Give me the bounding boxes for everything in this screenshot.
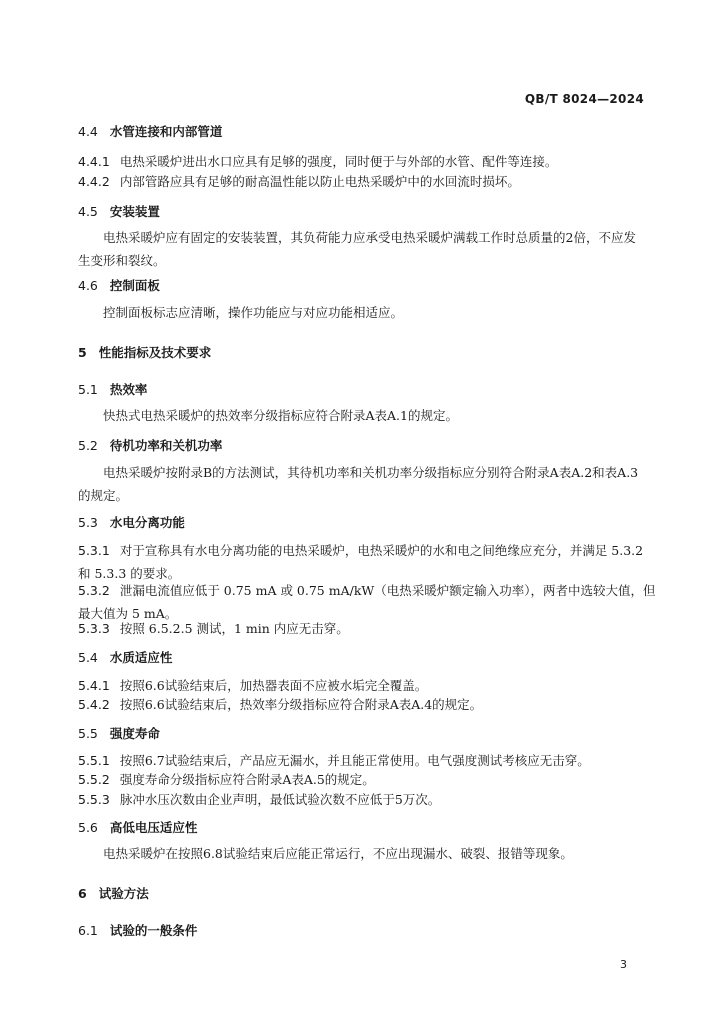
section-heading-5-1: [78, 380, 147, 398]
section-number: 5.1: [78, 382, 98, 397]
clause-number: 5.3.1: [78, 543, 110, 558]
page-number: 3: [620, 958, 627, 971]
clause-text: 对于宣称具有水电分离功能的电热采暖炉，电热采暖炉的水和电之间绝缘应充分，并满足 5.3.2: [119, 543, 644, 558]
clause-number: 5.5.1: [78, 753, 110, 768]
clause-5-5-3: [78, 788, 648, 811]
clause-5-3-3: [78, 617, 648, 640]
section-heading-4-5: [78, 202, 160, 220]
chapter-heading-5: [78, 343, 211, 361]
section-number: 5.3: [78, 515, 98, 530]
paragraph-line: 电热采暖炉应有固定的安装装置，其负荷能力应承受电热采暖炉满载工作时总质量的2倍，不应发: [103, 230, 636, 245]
clause-text: 内部管路应具有足够的耐高温性能以防止电热采暖炉中的水回流时损坏。: [119, 174, 520, 189]
standard-code: QB/T 8024—2024: [524, 92, 644, 106]
clause-text: 电热采暖炉进出水口应具有足够的强度，同时便于与外部的水管、配件等连接。: [119, 154, 558, 169]
section-heading-5-6: [78, 818, 197, 836]
section-title: 高低电压适应性: [109, 820, 198, 835]
section-number: 6.1: [78, 923, 98, 938]
clause-number: 4.4.1: [78, 154, 110, 169]
clause-text: 按照6.7试验结束后，产品应无漏水，并且能正常使用。电气强度测试考核应无击穿。: [119, 753, 590, 768]
section-heading-6-1: [78, 921, 197, 939]
clause-text: 按照 6.5.2.5 测试，1 min 内应无击穿。: [119, 621, 349, 636]
section-number: 4.5: [78, 204, 98, 219]
clause-number: 5.5.3: [78, 792, 110, 807]
clause-text: 按照6.6试验结束后，加热器表面不应被水垢完全覆盖。: [119, 678, 428, 693]
paragraph-4-5: [78, 226, 646, 272]
clause-number: 5.3.3: [78, 621, 110, 636]
clause-text: 泄漏电流值应低于 0.75 mA 或 0.75 mA/kW（电热采暖炉额定输入功率），两者中选较大值，但: [119, 583, 656, 598]
section-title: 试验的一般条件: [109, 923, 198, 938]
section-title: 强度寿命: [109, 726, 160, 741]
section-heading-5-3: [78, 513, 185, 531]
clause-text: 最大值为 5 mA。: [78, 606, 178, 621]
clause-5-4-2: [78, 693, 648, 716]
section-title: 热效率: [109, 382, 148, 397]
clause-text: 脉冲水压次数由企业声明，最低试验次数不应低于5万次。: [119, 792, 441, 807]
section-title: 安装装置: [109, 204, 160, 219]
section-title: 控制面板: [109, 278, 160, 293]
section-heading-5-4: [78, 648, 172, 666]
chapter-title: 试验方法: [98, 886, 149, 901]
clause-number: 4.4.2: [78, 174, 110, 189]
clause-number: 5.4.2: [78, 697, 110, 712]
chapter-number: 6: [78, 886, 87, 901]
clause-text: 和 5.3.3 的要求。: [78, 566, 181, 581]
clause-number: 5.3.2: [78, 583, 110, 598]
paragraph-5-6: 电热采暖炉在按照6.8试验结束后应能正常运行，不应出现漏水、破裂、报错等现象。: [103, 846, 573, 861]
clause-text: 按照6.6试验结束后，热效率分级指标应符合附录A表A.4的规定。: [119, 697, 483, 712]
paragraph-line: 电热采暖炉按附录B的方法测试，其待机功率和关机功率分级指标应分别符合附录A表A.2和表A.3: [103, 465, 639, 480]
section-title: 待机功率和关机功率: [109, 438, 223, 453]
paragraph-line: 生变形和裂纹。: [78, 253, 166, 268]
clause-number: 5.4.1: [78, 678, 110, 693]
section-number: 4.6: [78, 278, 98, 293]
clause-text: 强度寿命分级指标应符合附录A表A.5的规定。: [119, 772, 375, 787]
section-heading-4-6: [78, 276, 160, 294]
paragraph-5-1: 快热式电热采暖炉的热效率分级指标应符合附录A表A.1的规定。: [103, 408, 458, 423]
chapter-title: 性能指标及技术要求: [98, 345, 212, 360]
paragraph-4-6: 控制面板标志应清晰，操作功能应与对应功能相适应。: [103, 305, 404, 320]
section-number: 5.6: [78, 820, 98, 835]
section-heading-5-2: [78, 436, 222, 454]
section-number: 4.4: [78, 124, 98, 139]
section-heading-5-5: [78, 724, 160, 742]
section-title: 水管连接和内部管道: [109, 124, 223, 139]
section-number: 5.5: [78, 726, 98, 741]
paragraph-line: 的规定。: [78, 488, 129, 503]
clause-number: 5.5.2: [78, 772, 110, 787]
chapter-number: 5: [78, 345, 87, 360]
section-title: 水电分离功能: [109, 515, 185, 530]
clause-4-4-2: [78, 170, 648, 193]
section-title: 水质适应性: [109, 650, 173, 665]
section-number: 5.2: [78, 438, 98, 453]
section-heading-4-4: [78, 122, 222, 140]
chapter-heading-6: [78, 884, 149, 902]
paragraph-5-2: [78, 461, 646, 507]
section-number: 5.4: [78, 650, 98, 665]
